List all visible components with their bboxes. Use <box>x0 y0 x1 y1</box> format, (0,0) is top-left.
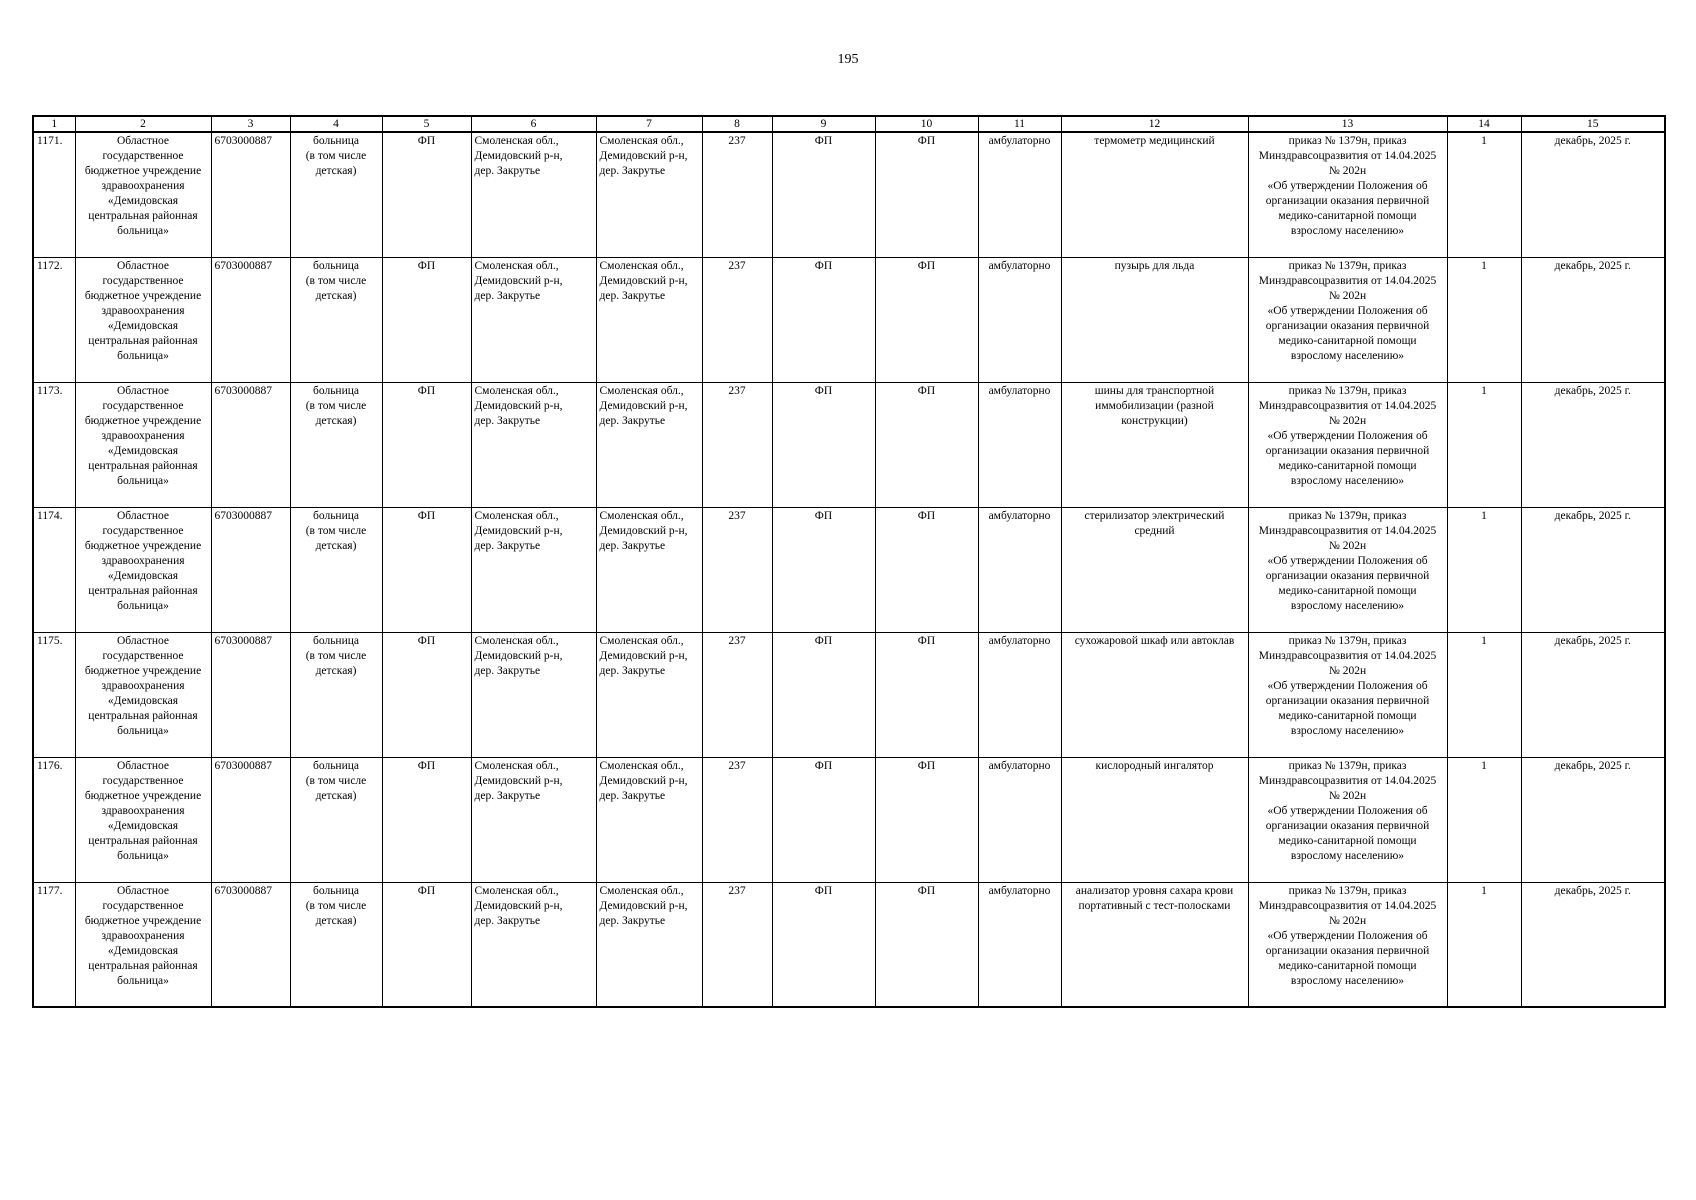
unit-type: ФП <box>382 257 471 382</box>
care-condition: амбулаторно <box>978 757 1061 882</box>
address-primary: Смоленская обл., Демидовский р-н, дер. Закрутье <box>471 757 596 882</box>
table-row <box>33 382 1665 507</box>
facility-type: больница (в том числе детская) <box>290 632 382 757</box>
organization-name: Областное государственное бюджетное учреждение здравоохранения «Демидовская центральная районная больница» <box>75 382 211 507</box>
care-condition: амбулаторно <box>978 507 1061 632</box>
column-header: 11 <box>978 116 1061 132</box>
row-number: 1177. <box>33 882 75 1007</box>
column-10-value: ФП <box>875 882 978 1007</box>
address-primary: Смоленская обл., Демидовский р-н, дер. Закрутье <box>471 382 596 507</box>
column-10-value: ФП <box>875 132 978 257</box>
header-row <box>33 116 1665 132</box>
order-reference: приказ № 1379н, приказ Минздравсоцразвития от 14.04.2025 № 202н «Об утверждении Положения об организации оказания первичной медико-санитарной помощи взрослому населению» <box>1248 382 1447 507</box>
column-header: 15 <box>1521 116 1665 132</box>
quantity: 1 <box>1447 382 1521 507</box>
row-number: 1173. <box>33 382 75 507</box>
page-number: 195 <box>837 52 859 67</box>
column-header: 2 <box>75 116 211 132</box>
address-secondary: Смоленская обл., Демидовский р-н, дер. Закрутье <box>596 507 702 632</box>
order-reference: приказ № 1379н, приказ Минздравсоцразвития от 14.04.2025 № 202н «Об утверждении Положения об организации оказания первичной медико-санитарной помощи взрослому населению» <box>1248 132 1447 257</box>
column-header: 12 <box>1061 116 1248 132</box>
row-number: 1174. <box>33 507 75 632</box>
column-9-value: ФП <box>772 507 875 632</box>
column-header: 5 <box>382 116 471 132</box>
address-secondary: Смоленская обл., Демидовский р-н, дер. Закрутье <box>596 632 702 757</box>
code-value: 237 <box>702 632 772 757</box>
column-header: 10 <box>875 116 978 132</box>
quantity: 1 <box>1447 882 1521 1007</box>
column-9-value: ФП <box>772 382 875 507</box>
row-number: 1171. <box>33 132 75 257</box>
unit-type: ФП <box>382 757 471 882</box>
table-row <box>33 882 1665 1007</box>
unit-type: ФП <box>382 882 471 1007</box>
address-primary: Смоленская обл., Демидовский р-н, дер. Закрутье <box>471 132 596 257</box>
address-secondary: Смоленская обл., Демидовский р-н, дер. Закрутье <box>596 257 702 382</box>
delivery-date: декабрь, 2025 г. <box>1521 757 1665 882</box>
column-header: 9 <box>772 116 875 132</box>
order-reference: приказ № 1379н, приказ Минздравсоцразвития от 14.04.2025 № 202н «Об утверждении Положения об организации оказания первичной медико-санитарной помощи взрослому населению» <box>1248 757 1447 882</box>
row-number: 1175. <box>33 632 75 757</box>
column-header: 14 <box>1447 116 1521 132</box>
inn-code: 6703000887 <box>211 257 290 382</box>
facility-type: больница (в том числе детская) <box>290 882 382 1007</box>
quantity: 1 <box>1447 257 1521 382</box>
quantity: 1 <box>1447 632 1521 757</box>
column-10-value: ФП <box>875 257 978 382</box>
column-header: 13 <box>1248 116 1447 132</box>
code-value: 237 <box>702 507 772 632</box>
equipment-table <box>32 115 1666 1008</box>
table-row <box>33 632 1665 757</box>
organization-name: Областное государственное бюджетное учреждение здравоохранения «Демидовская центральная районная больница» <box>75 132 211 257</box>
code-value: 237 <box>702 882 772 1007</box>
row-number: 1176. <box>33 757 75 882</box>
column-header: 4 <box>290 116 382 132</box>
unit-type: ФП <box>382 507 471 632</box>
care-condition: амбулаторно <box>978 132 1061 257</box>
address-secondary: Смоленская обл., Демидовский р-н, дер. Закрутье <box>596 132 702 257</box>
address-primary: Смоленская обл., Демидовский р-н, дер. Закрутье <box>471 632 596 757</box>
address-secondary: Смоленская обл., Демидовский р-н, дер. Закрутье <box>596 882 702 1007</box>
unit-type: ФП <box>382 132 471 257</box>
column-header: 8 <box>702 116 772 132</box>
delivery-date: декабрь, 2025 г. <box>1521 882 1665 1007</box>
equipment-name: стерилизатор электрический средний <box>1061 507 1248 632</box>
quantity: 1 <box>1447 507 1521 632</box>
table-row <box>33 132 1665 257</box>
order-reference: приказ № 1379н, приказ Минздравсоцразвития от 14.04.2025 № 202н «Об утверждении Положения об организации оказания первичной медико-санитарной помощи взрослому населению» <box>1248 257 1447 382</box>
care-condition: амбулаторно <box>978 257 1061 382</box>
address-secondary: Смоленская обл., Демидовский р-н, дер. Закрутье <box>596 382 702 507</box>
code-value: 237 <box>702 757 772 882</box>
table-row <box>33 507 1665 632</box>
address-primary: Смоленская обл., Демидовский р-н, дер. Закрутье <box>471 507 596 632</box>
column-10-value: ФП <box>875 382 978 507</box>
equipment-name: сухожаровой шкаф или автоклав <box>1061 632 1248 757</box>
delivery-date: декабрь, 2025 г. <box>1521 257 1665 382</box>
column-9-value: ФП <box>772 757 875 882</box>
equipment-name: кислородный ингалятор <box>1061 757 1248 882</box>
care-condition: амбулаторно <box>978 632 1061 757</box>
code-value: 237 <box>702 382 772 507</box>
facility-type: больница (в том числе детская) <box>290 257 382 382</box>
equipment-name: анализатор уровня сахара крови портативный с тест-полосками <box>1061 882 1248 1007</box>
unit-type: ФП <box>382 382 471 507</box>
equipment-name: шины для транспортной иммобилизации (разной конструкции) <box>1061 382 1248 507</box>
inn-code: 6703000887 <box>211 632 290 757</box>
quantity: 1 <box>1447 132 1521 257</box>
quantity: 1 <box>1447 757 1521 882</box>
table-body <box>33 132 1665 1007</box>
delivery-date: декабрь, 2025 г. <box>1521 507 1665 632</box>
code-value: 237 <box>702 257 772 382</box>
column-header: 6 <box>471 116 596 132</box>
equipment-name: пузырь для льда <box>1061 257 1248 382</box>
order-reference: приказ № 1379н, приказ Минздравсоцразвития от 14.04.2025 № 202н «Об утверждении Положения об организации оказания первичной медико-санитарной помощи взрослому населению» <box>1248 507 1447 632</box>
code-value: 237 <box>702 132 772 257</box>
column-9-value: ФП <box>772 257 875 382</box>
facility-type: больница (в том числе детская) <box>290 132 382 257</box>
address-secondary: Смоленская обл., Демидовский р-н, дер. Закрутье <box>596 757 702 882</box>
care-condition: амбулаторно <box>978 382 1061 507</box>
organization-name: Областное государственное бюджетное учреждение здравоохранения «Демидовская центральная районная больница» <box>75 632 211 757</box>
inn-code: 6703000887 <box>211 757 290 882</box>
address-primary: Смоленская обл., Демидовский р-н, дер. Закрутье <box>471 257 596 382</box>
facility-type: больница (в том числе детская) <box>290 382 382 507</box>
column-10-value: ФП <box>875 507 978 632</box>
column-header: 1 <box>33 116 75 132</box>
column-header: 3 <box>211 116 290 132</box>
organization-name: Областное государственное бюджетное учреждение здравоохранения «Демидовская центральная районная больница» <box>75 757 211 882</box>
unit-type: ФП <box>382 632 471 757</box>
table-row <box>33 257 1665 382</box>
column-9-value: ФП <box>772 632 875 757</box>
organization-name: Областное государственное бюджетное учреждение здравоохранения «Демидовская центральная районная больница» <box>75 882 211 1007</box>
delivery-date: декабрь, 2025 г. <box>1521 132 1665 257</box>
equipment-name: термометр медицинский <box>1061 132 1248 257</box>
column-10-value: ФП <box>875 632 978 757</box>
delivery-date: декабрь, 2025 г. <box>1521 632 1665 757</box>
inn-code: 6703000887 <box>211 382 290 507</box>
facility-type: больница (в том числе детская) <box>290 757 382 882</box>
column-10-value: ФП <box>875 757 978 882</box>
organization-name: Областное государственное бюджетное учреждение здравоохранения «Демидовская центральная районная больница» <box>75 257 211 382</box>
column-9-value: ФП <box>772 882 875 1007</box>
address-primary: Смоленская обл., Демидовский р-н, дер. Закрутье <box>471 882 596 1007</box>
order-reference: приказ № 1379н, приказ Минздравсоцразвития от 14.04.2025 № 202н «Об утверждении Положения об организации оказания первичной медико-санитарной помощи взрослому населению» <box>1248 632 1447 757</box>
delivery-date: декабрь, 2025 г. <box>1521 382 1665 507</box>
column-9-value: ФП <box>772 132 875 257</box>
table-row <box>33 757 1665 882</box>
organization-name: Областное государственное бюджетное учреждение здравоохранения «Демидовская центральная районная больница» <box>75 507 211 632</box>
inn-code: 6703000887 <box>211 882 290 1007</box>
inn-code: 6703000887 <box>211 507 290 632</box>
inn-code: 6703000887 <box>211 132 290 257</box>
column-header: 7 <box>596 116 702 132</box>
row-number: 1172. <box>33 257 75 382</box>
care-condition: амбулаторно <box>978 882 1061 1007</box>
facility-type: больница (в том числе детская) <box>290 507 382 632</box>
order-reference: приказ № 1379н, приказ Минздравсоцразвития от 14.04.2025 № 202н «Об утверждении Положения об организации оказания первичной медико-санитарной помощи взрослому населению» <box>1248 882 1447 1007</box>
